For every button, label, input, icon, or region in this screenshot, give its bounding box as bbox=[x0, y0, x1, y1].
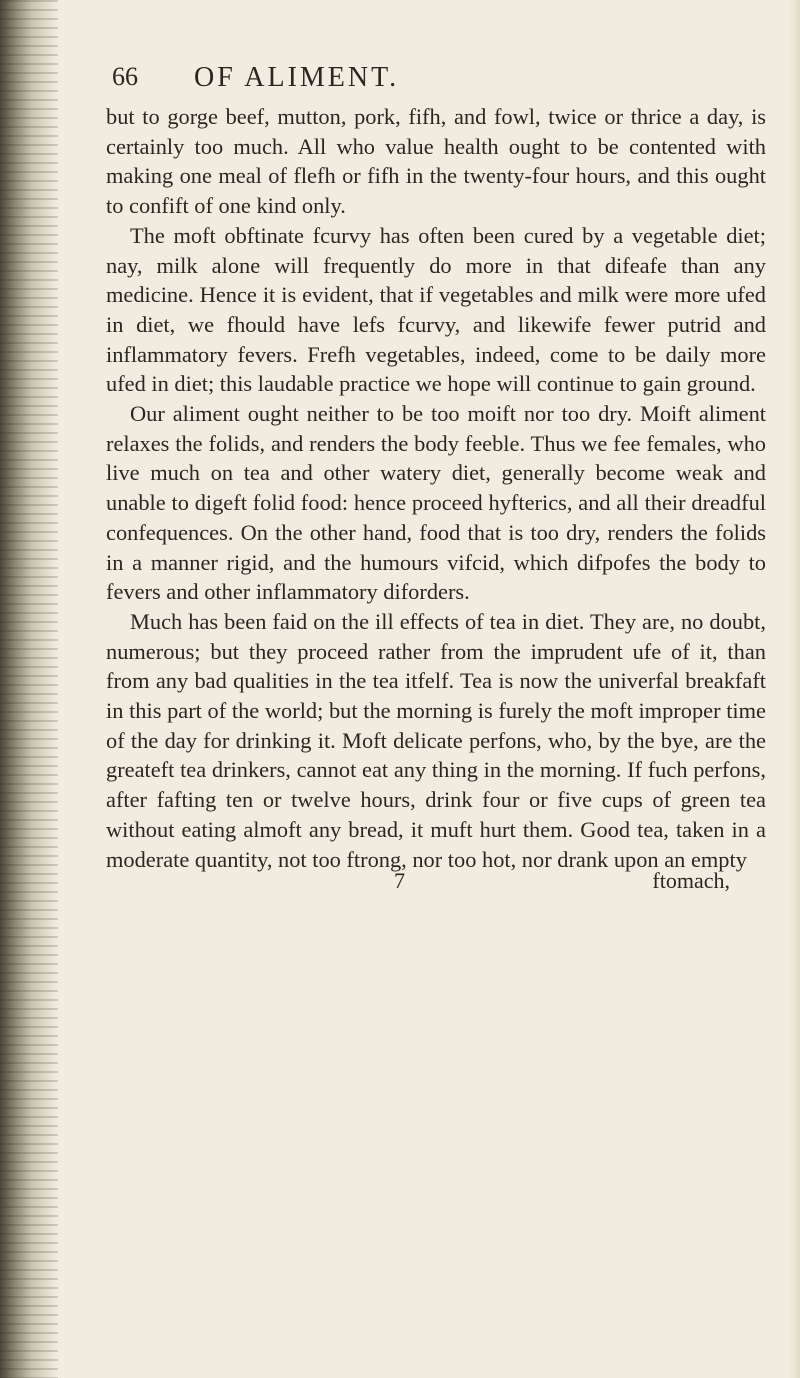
page-edge bbox=[790, 0, 800, 1378]
paragraph-scurvy: The moft obftinate fcurvy has often been cured by a vegetable diet; nay, milk alone will frequently do more in that difeafe than any medicine. Hence it is evident, that if vegetables and milk were more ufed in diet, we fhould have lefs fcurvy, and likewife fewer putrid and inflammatory fevers. Frefh vegetables, indeed, come to be daily more ufed in diet; this laudable practice we hope will continue to gain ground. bbox=[106, 222, 766, 397]
paragraph-continuation: but to gorge beef, mutton, pork, fifh, and fowl, twice or thrice a day, is certainly too much. All who value health ought to be contented with making one meal of flefh or fifh in the twenty-four hours, and this ought to confift of one kind only. bbox=[106, 104, 766, 219]
page-number: 66 bbox=[112, 62, 138, 91]
book-page bbox=[94, 62, 766, 910]
book-gutter bbox=[0, 0, 58, 1378]
paragraph-moist-dry: Our aliment ought neither to be too moift nor too dry. Moift aliment relaxes the folids, and renders the body feeble. Thus we fee females, who live much on tea and other watery diet, generally become weak and unable to digeft folid food: hence proceed hyfterics, and all their dreadful confequences. On the other hand, food that is too dry, renders the folids in a manner rigid, and the humours vifcid, which difpofes the body to fevers and other inflammatory diforders. bbox=[106, 401, 766, 605]
paragraph-tea: Much has been faid on the ill effects of tea in diet. They are, no doubt, numerous; but they proceed rather from the imprudent ufe of it, than from any bad qualities in the tea itfelf. Tea is now the univerfal breakfaft in this part of the world; but the morning is furely the moft improper time of the day for drinking it. Moft delicate perfons, who, by the bye, are the greateft tea drinkers, cannot eat any thing in the morning. If fuch perfons, after fafting ten or twelve hours, drink four or five cups of green tea without eating almoft any bread, it muft hurt them. Good tea, taken in a moderate quantity, not too ftrong, nor too hot, nor drank upon an empty bbox=[106, 608, 766, 872]
catchword: ftomach, bbox=[652, 868, 730, 894]
page-header bbox=[94, 62, 766, 102]
page-footer bbox=[94, 868, 766, 910]
body-text bbox=[94, 102, 766, 874]
signature-mark: 7 bbox=[394, 868, 405, 894]
running-head: OF ALIMENT. bbox=[194, 62, 400, 93]
